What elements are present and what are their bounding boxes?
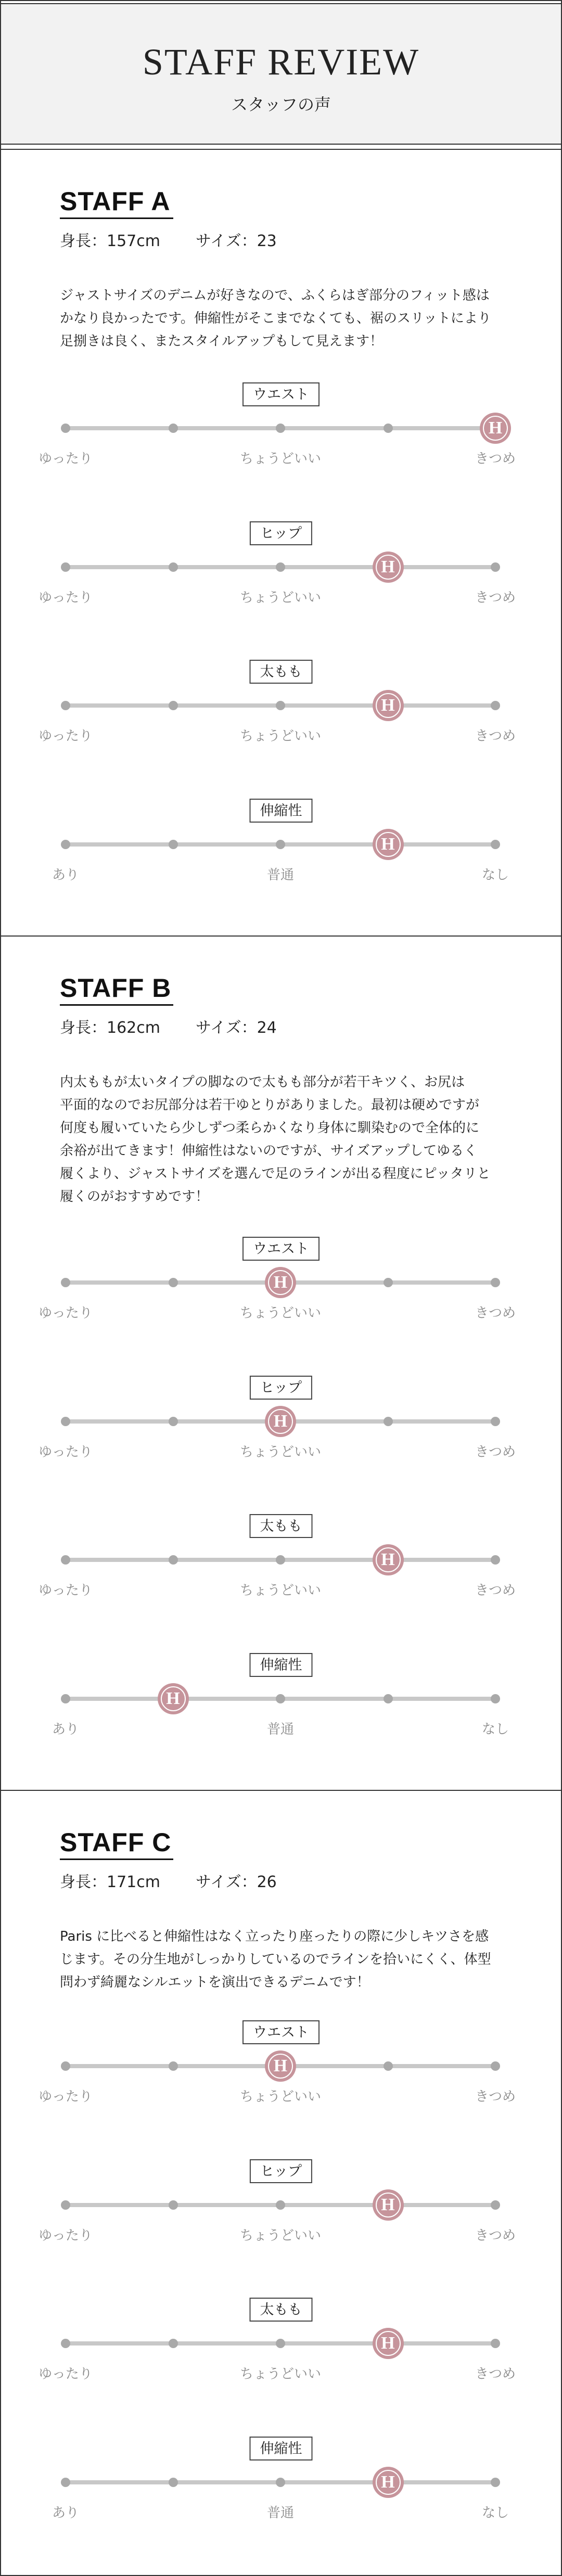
meter-step-dot — [169, 2339, 178, 2348]
marker-glyph: H — [376, 693, 401, 718]
meter-step-dot — [61, 2200, 70, 2210]
meter-label: 太もも — [250, 1514, 313, 1538]
meter-step-dot — [384, 424, 393, 433]
meter-scale-left: あり — [52, 867, 80, 883]
meter-scale-mid: 普通 — [266, 867, 295, 883]
staff-height: 身長：157cm — [60, 232, 160, 250]
meter-step-dot — [384, 2061, 393, 2071]
meter-scale-left: ゆったり — [39, 1583, 93, 1598]
staff-meta — [60, 1869, 277, 1892]
meter-step-dot — [276, 2200, 285, 2210]
meter-scale-left: あり — [52, 2505, 80, 2521]
staff-name-underline — [60, 217, 173, 219]
meter-scale-left: ゆったり — [39, 2089, 93, 2105]
staff-comment — [60, 1925, 507, 1994]
fit-meter-hip — [1, 521, 561, 615]
meter-marker-icon — [265, 1267, 296, 1298]
comment-line: 履くより、ジャストサイズを選んで足のラインが出る程度にピッタリと — [60, 1166, 491, 1182]
meter-step-dot — [169, 701, 178, 710]
meter-scale-mid: ちょうどいい — [239, 451, 322, 467]
page-title: STAFF REVIEW — [142, 41, 420, 83]
meter-step-dot — [491, 2339, 500, 2348]
meter-marker-icon — [158, 1683, 189, 1714]
meter-marker-icon — [373, 2189, 404, 2221]
staff-size: サイズ：23 — [195, 232, 277, 250]
marker-glyph: H — [268, 2054, 293, 2079]
meter-label: ヒップ — [250, 2159, 312, 2183]
meter-marker-icon — [480, 413, 511, 444]
comment-line: 余裕が出てきます！伸縮性はないのですが、サイズアップしてゆるく — [60, 1143, 478, 1159]
staff-section-c — [1, 1791, 561, 2571]
meter-scale-mid: ちょうどいい — [239, 2089, 322, 2105]
meter-scale-right: きつめ — [475, 1305, 516, 1321]
meter-step-dot — [169, 1555, 178, 1565]
marker-glyph: H — [376, 1547, 401, 1572]
staff-meta — [60, 228, 277, 251]
meter-scale-right: きつめ — [475, 451, 516, 467]
meter-scale-right: なし — [481, 867, 509, 883]
meter-scale-mid: ちょうどいい — [239, 2228, 322, 2244]
meter-scale-mid: 普通 — [266, 1722, 295, 1737]
meter-scale-mid: ちょうどいい — [239, 1583, 322, 1598]
meter-scale-left: ゆったり — [39, 2228, 93, 2244]
marker-glyph: H — [376, 2470, 401, 2495]
staff-name: STAFF A — [60, 187, 171, 216]
fit-meter-stretch — [1, 1653, 561, 1747]
meter-step-dot — [61, 840, 70, 849]
marker-glyph: H — [376, 2331, 401, 2356]
staff-height: 身長：162cm — [60, 1019, 160, 1037]
meter-step-dot — [491, 562, 500, 572]
marker-glyph: H — [483, 416, 508, 441]
meter-label: ヒップ — [250, 1376, 312, 1400]
meter-scale-mid: ちょうどいい — [239, 2366, 322, 2382]
meter-marker-icon — [265, 2050, 296, 2082]
meter-step-dot — [276, 1555, 285, 1565]
meter-marker-icon — [373, 2328, 404, 2359]
meter-step-dot — [169, 562, 178, 572]
marker-glyph: H — [376, 2193, 401, 2218]
meter-marker-icon — [373, 1544, 404, 1575]
meter-scale-mid: 普通 — [266, 2505, 295, 2521]
page-header — [1, 4, 561, 145]
meter-scale-left: ゆったり — [39, 728, 93, 744]
meter-scale-mid: ちょうどいい — [239, 590, 322, 606]
comment-line: Paris に比べると伸縮性はなく立ったり座ったりの際に少しキツさを感 — [60, 1929, 489, 1944]
staff-name-underline — [60, 1859, 173, 1860]
staff-size: サイズ：24 — [195, 1019, 277, 1037]
meter-label: 伸縮性 — [250, 1653, 313, 1677]
staff-meta — [60, 1015, 277, 1037]
fit-meter-waist — [1, 2020, 561, 2114]
meter-label: ウエスト — [242, 382, 320, 406]
meter-step-dot — [61, 1555, 70, 1565]
meter-step-dot — [169, 2061, 178, 2071]
staff-name: STAFF C — [60, 1828, 172, 1857]
meter-step-dot — [61, 2339, 70, 2348]
meter-step-dot — [169, 840, 178, 849]
meter-step-dot — [491, 840, 500, 849]
meter-label: 太もも — [250, 2298, 313, 2322]
meter-step-dot — [491, 1417, 500, 1426]
staff-section-a — [1, 150, 561, 935]
comment-line: かなり良かったです。伸縮性がそこまでなくても、裾のスリットにより — [60, 311, 491, 326]
comment-line: ジャストサイズのデニムが好きなので、ふくらはぎ部分のフィット感は — [60, 288, 490, 303]
meter-label: ウエスト — [242, 1237, 320, 1261]
meter-scale-left: ゆったり — [39, 451, 93, 467]
staff-section-b — [1, 937, 561, 1790]
fit-meter-stretch — [1, 2437, 561, 2530]
meter-label: 太もも — [250, 660, 313, 684]
meter-step-dot — [169, 1278, 178, 1287]
meter-marker-icon — [373, 2467, 404, 2498]
fit-meter-thigh — [1, 660, 561, 753]
meter-marker-icon — [265, 1406, 296, 1437]
meter-scale-right: なし — [481, 1722, 509, 1737]
meter-scale-mid: ちょうどいい — [239, 1305, 322, 1321]
meter-marker-icon — [373, 552, 404, 583]
marker-glyph: H — [376, 555, 401, 580]
fit-meter-hip — [1, 1376, 561, 1469]
meter-step-dot — [61, 1694, 70, 1703]
fit-meter-hip — [1, 2159, 561, 2253]
meter-step-dot — [384, 1417, 393, 1426]
staff-comment — [60, 1071, 507, 1208]
comment-line: 何度も履いていたら少しずつ柔らかくなり身体に馴染むので全体的に — [60, 1120, 480, 1136]
meter-step-dot — [491, 2200, 500, 2210]
meter-step-dot — [169, 1417, 178, 1426]
meter-step-dot — [491, 1278, 500, 1287]
meter-step-dot — [491, 2061, 500, 2071]
comment-line: じます。その分生地がしっかりしているのでラインを拾いにくく、体型 — [60, 1952, 491, 1967]
fit-meter-waist — [1, 382, 561, 476]
meter-label: ヒップ — [250, 521, 312, 545]
fit-meter-waist — [1, 1237, 561, 1330]
fit-meter-stretch — [1, 799, 561, 892]
meter-step-dot — [276, 840, 285, 849]
meter-step-dot — [61, 562, 70, 572]
fit-meter-thigh — [1, 2298, 561, 2391]
meter-step-dot — [384, 1278, 393, 1287]
marker-glyph: H — [161, 1686, 186, 1711]
meter-step-dot — [276, 2339, 285, 2348]
meter-scale-right: きつめ — [475, 2089, 516, 2105]
meter-scale-right: きつめ — [475, 728, 516, 744]
meter-step-dot — [491, 1555, 500, 1565]
marker-glyph: H — [268, 1270, 293, 1295]
staff-comment — [60, 284, 507, 353]
meter-step-dot — [491, 2478, 500, 2487]
meter-step-dot — [61, 2061, 70, 2071]
meter-step-dot — [276, 1694, 285, 1703]
meter-scale-left: ゆったり — [39, 590, 93, 606]
meter-step-dot — [276, 562, 285, 572]
page-subtitle: スタッフの声 — [231, 95, 331, 114]
meter-marker-icon — [373, 690, 404, 721]
meter-step-dot — [491, 701, 500, 710]
staff-name-underline — [60, 1004, 173, 1006]
comment-line: 足捌きは良く、またスタイルアップもして見えます！ — [60, 334, 384, 349]
meter-scale-mid: ちょうどいい — [239, 1444, 322, 1460]
meter-step-dot — [491, 1694, 500, 1703]
meter-scale-right: きつめ — [475, 2228, 516, 2244]
meter-step-dot — [384, 1694, 393, 1703]
meter-scale-left: ゆったり — [39, 1305, 93, 1321]
meter-step-dot — [61, 424, 70, 433]
meter-step-dot — [61, 2478, 70, 2487]
meter-step-dot — [276, 424, 285, 433]
meter-scale-right: きつめ — [475, 590, 516, 606]
comment-line: 履くのがおすすめです！ — [60, 1189, 209, 1204]
meter-scale-left: ゆったり — [39, 1444, 93, 1460]
meter-scale-mid: ちょうどいい — [239, 728, 322, 744]
meter-label: 伸縮性 — [250, 2437, 313, 2460]
comment-line: 平面的なのでお尻部分は若干ゆとりがありました。最初は硬めですが — [60, 1097, 480, 1113]
comment-line: 内太ももが太いタイプの脚なので太もも部分が若干キツく、お尻は — [60, 1074, 465, 1090]
meter-scale-left: ゆったり — [39, 2366, 93, 2382]
comment-line: 問わず綺麗なシルエットを演出できるデニムです！ — [60, 1975, 370, 1990]
meter-step-dot — [61, 1278, 70, 1287]
fit-meter-thigh — [1, 1514, 561, 1608]
meter-label: 伸縮性 — [250, 799, 313, 823]
meter-step-dot — [276, 701, 285, 710]
meter-step-dot — [169, 424, 178, 433]
meter-marker-icon — [373, 829, 404, 860]
meter-scale-left: あり — [52, 1722, 80, 1737]
meter-step-dot — [276, 2478, 285, 2487]
marker-glyph: H — [376, 832, 401, 857]
meter-scale-right: きつめ — [475, 1583, 516, 1598]
staff-size: サイズ：26 — [195, 1873, 277, 1891]
meter-step-dot — [169, 2200, 178, 2210]
meter-label: ウエスト — [242, 2020, 320, 2044]
meter-scale-right: なし — [481, 2505, 509, 2521]
meter-step-dot — [61, 1417, 70, 1426]
meter-scale-right: きつめ — [475, 1444, 516, 1460]
meter-step-dot — [169, 2478, 178, 2487]
marker-glyph: H — [268, 1409, 293, 1434]
meter-scale-right: きつめ — [475, 2366, 516, 2382]
staff-height: 身長：171cm — [60, 1873, 160, 1891]
top-border — [0, 0, 562, 1]
meter-step-dot — [61, 701, 70, 710]
staff-name: STAFF B — [60, 973, 172, 1003]
